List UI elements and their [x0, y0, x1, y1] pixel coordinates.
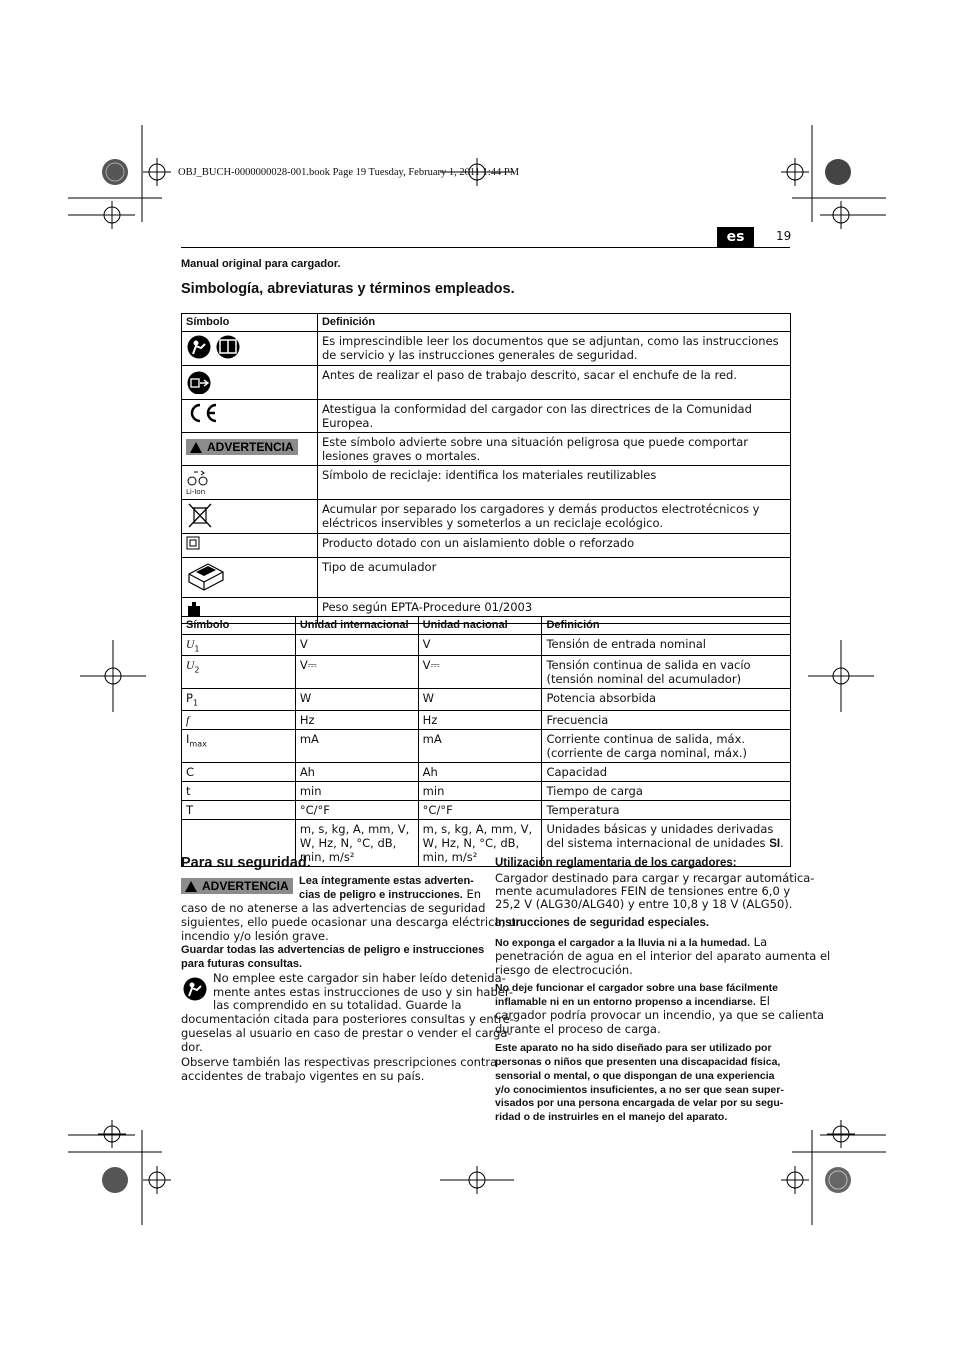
national-unit-cell: mA — [418, 729, 542, 762]
keep-instructions-2: para futuras consultas. — [181, 958, 303, 970]
definition-cell: Corriente continua de salida, máx. (corriente de carga nominal, máx.) — [542, 729, 791, 762]
table-row — [182, 433, 791, 466]
warning-bold-line-1: Lea íntegramente estas adverten- — [299, 875, 474, 887]
header-national-unit: Unidad nacional — [418, 617, 542, 635]
definition-cell: Tipo de acumulador — [317, 558, 790, 598]
rain-line-2: penetración de agua en el interior del aparato aumenta el — [495, 949, 831, 963]
kids-line-6: ridad o de instruirles en el manejo del aparato. — [495, 1111, 728, 1123]
symbols-table — [181, 313, 791, 624]
symbol-cell: f — [182, 710, 296, 729]
intl-unit-cell: W — [295, 689, 418, 710]
header-definition: Definición — [317, 314, 790, 332]
symbol-cell: $I_{max}$ — [182, 729, 296, 762]
page-number: 19 — [776, 229, 792, 243]
symbol-cell — [182, 332, 318, 366]
intl-unit-cell: V⎓ — [295, 656, 418, 689]
header-definition: Definición — [542, 617, 791, 635]
intl-unit-cell: V — [295, 635, 418, 656]
manual-line-2: mente antes estas instrucciones de uso y sin haber- — [213, 985, 513, 999]
base-line-3: cargador podría provocar un incendio, ya que se calienta — [495, 1008, 825, 1022]
table-row — [182, 332, 791, 366]
base-line-2: inflamable ni en un entorno propenso a incendiarse. El — [495, 994, 770, 1008]
warning-label: ADVERTENCIA — [186, 439, 298, 455]
rain-line-3: riesgo de electrocución. — [495, 963, 633, 977]
symbol-cell — [182, 433, 318, 466]
manual-label: Manual original para cargador. — [181, 258, 341, 270]
table-row — [182, 400, 791, 433]
warning-line-2: cias de peligro e instrucciones. En — [299, 887, 482, 901]
table-row — [182, 781, 791, 800]
language-badge: es — [717, 227, 754, 247]
header-symbol: Símbolo — [182, 617, 296, 635]
warning-line-5: incendio y/o lesión grave. — [181, 929, 329, 943]
use-line-2: mente acumuladores FEIN de tensiones entre 6,0 y — [495, 884, 791, 898]
definition-cell: Tiempo de carga — [542, 781, 791, 800]
definition-cell: Temperatura — [542, 800, 791, 819]
definition-cell: Peso según EPTA-Procedure 01/2003 — [317, 598, 790, 624]
base-line-4: durante el proceso de carga. — [495, 1022, 661, 1036]
table-row — [182, 500, 791, 534]
symbol-cell — [182, 500, 318, 534]
units-table — [181, 616, 791, 867]
national-unit-cell: min — [418, 781, 542, 800]
definition-cell: Acumular por separado los cargadores y demás productos electrotécnicos y eléctricos inservibles y someterlos a un reciclaje ecológico. — [317, 500, 790, 534]
intl-unit-cell: Hz — [295, 710, 418, 729]
symbol-cell: $U_2$ — [182, 656, 296, 689]
rain-line-1: No exponga el cargador a la lluvia ni a la humedad. La — [495, 935, 768, 949]
li-ion-label: Li-Ion — [186, 488, 206, 496]
kids-line-4: y/o conocimientos insuficientes, a no ser que sean super- — [495, 1084, 784, 1096]
symbol-cell: C — [182, 762, 296, 781]
definition-cell: Potencia absorbida — [542, 689, 791, 710]
symbol-cell: t — [182, 781, 296, 800]
table-row — [182, 466, 791, 500]
national-unit-cell: V⎓ — [418, 656, 542, 689]
crossed-bin-icon — [186, 502, 216, 528]
definition-cell: Unidades básicas y unidades derivadas del sistema internacional de unidades SI. — [542, 819, 791, 866]
warning-line-3: caso de no atenerse a las advertencias de seguridad — [181, 901, 486, 915]
safety-title: Para su seguridad. — [181, 855, 311, 871]
keep-instructions-1: Guardar todas las advertencias de peligro e instrucciones — [181, 944, 485, 956]
definition-cell: Capacidad — [542, 762, 791, 781]
manual-line-5: gueselas al usuario en caso de prestar o vender el carga- — [181, 1026, 512, 1040]
read-manual-icon — [182, 976, 208, 1002]
ce-mark-icon — [186, 402, 220, 424]
section-title: Simbología, abreviaturas y términos empleados. — [181, 281, 515, 297]
read-manual-icon — [186, 334, 246, 360]
national-unit-cell: V — [418, 635, 542, 656]
table-row — [182, 635, 791, 656]
table-row — [182, 800, 791, 819]
definition-cell: Atestigua la conformidad del cargador con las directrices de la Comunidad Europea. — [317, 400, 790, 433]
observe-line-2: accidentes de trabajo vigentes en su país. — [181, 1069, 425, 1083]
national-unit-cell: Ah — [418, 762, 542, 781]
symbol-cell: $P_1$ — [182, 689, 296, 710]
definition-cell: Símbolo de reciclaje: identifica los materiales reutilizables — [317, 466, 790, 500]
definition-cell: Antes de realizar el paso de trabajo descrito, sacar el enchufe de la red. — [317, 366, 790, 400]
use-line-1: Cargador destinado para cargar y recargar automática- — [495, 871, 815, 885]
table-row — [182, 689, 791, 710]
intl-unit-cell: mA — [295, 729, 418, 762]
table-row — [182, 558, 791, 598]
national-unit-cell: m, s, kg, A, mm, V, W, Hz, N, °C, dB, min, m/s² — [418, 819, 542, 866]
symbol-cell: T — [182, 800, 296, 819]
definition-cell: Producto dotado con un aislamiento doble o reforzado — [317, 534, 790, 558]
symbol-cell — [182, 366, 318, 400]
definition-cell: Este símbolo advierte sobre una situación peligrosa que puede comportar lesiones graves o mortales. — [317, 433, 790, 466]
definition-cell: Frecuencia — [542, 710, 791, 729]
table-header-row — [182, 314, 791, 332]
intl-unit-cell: Ah — [295, 762, 418, 781]
national-unit-cell: °C/°F — [418, 800, 542, 819]
symbol-cell — [182, 558, 318, 598]
table-row — [182, 710, 791, 729]
table-header-row — [182, 617, 791, 635]
definition-cell: Tensión de entrada nominal — [542, 635, 791, 656]
book-info-line: OBJ_BUCH-0000000028-001.book Page 19 Tuesday, February 1, 2011 1:44 PM — [178, 167, 520, 178]
symbol-cell: $U_1$ — [182, 635, 296, 656]
use-line-3: 25,2 V (ALG30/ALG40) y entre 10,8 y 18 V (ALG50). — [495, 897, 793, 911]
manual-line-6: dor. — [181, 1040, 203, 1054]
table-row — [182, 762, 791, 781]
intl-unit-cell: °C/°F — [295, 800, 418, 819]
warning-label: ADVERTENCIA — [181, 878, 293, 894]
unplug-icon — [186, 368, 216, 394]
battery-pack-icon — [186, 560, 226, 592]
header-rule — [181, 247, 790, 248]
double-insulation-icon — [186, 536, 202, 552]
special-safety-title: Instrucciones de seguridad especiales. — [495, 917, 710, 929]
manual-line-1: No emplee este cargador sin haber leído detenida- — [213, 971, 506, 985]
recycle-li-ion-icon — [186, 468, 216, 488]
intl-unit-cell: min — [295, 781, 418, 800]
manual-line-3: las comprendido en su totalidad. Guarde la — [213, 998, 462, 1012]
intended-use-title: Utilización reglamentaria de los cargadores: — [495, 857, 737, 869]
definition-cell: Es imprescindible leer los documentos que se adjuntan, como las instrucciones de servicio y las instrucciones generales de seguridad. — [317, 332, 790, 366]
table-row — [182, 729, 791, 762]
warning-line-4: siguientes, ello puede ocasionar una descarga eléctrica, un — [181, 915, 524, 929]
symbol-cell — [182, 534, 318, 558]
base-line-1: No deje funcionar el cargador sobre una base fácilmente — [495, 982, 778, 994]
warning-triangle-icon — [185, 881, 197, 892]
manual-line-4: documentación citada para posteriores consultas y entré- — [181, 1012, 514, 1026]
kids-line-1: Este aparato no ha sido diseñado para ser utilizado por — [495, 1042, 772, 1054]
table-row — [182, 366, 791, 400]
intl-unit-cell: m, s, kg, A, mm, V, W, Hz, N, °C, dB, min, m/s² — [295, 819, 418, 866]
kids-line-5: visados por una persona encargada de velar por su segu- — [495, 1097, 784, 1109]
national-unit-cell: Hz — [418, 710, 542, 729]
kids-line-2: personas o niños que presenten una discapacidad física, — [495, 1056, 781, 1068]
definition-cell: Tensión continua de salida en vacío (tensión nominal del acumulador) — [542, 656, 791, 689]
warning-triangle-icon — [190, 442, 202, 453]
kids-line-3: sensorial o mental, o que dispongan de una experiencia — [495, 1070, 775, 1082]
table-row — [182, 534, 791, 558]
symbol-cell — [182, 400, 318, 433]
observe-line-1: Observe también las respectivas prescripciones contra — [181, 1055, 498, 1069]
symbol-cell — [182, 466, 318, 500]
header-intl-unit: Unidad internacional — [295, 617, 418, 635]
header-symbol: Símbolo — [182, 314, 318, 332]
table-row — [182, 656, 791, 689]
national-unit-cell: W — [418, 689, 542, 710]
